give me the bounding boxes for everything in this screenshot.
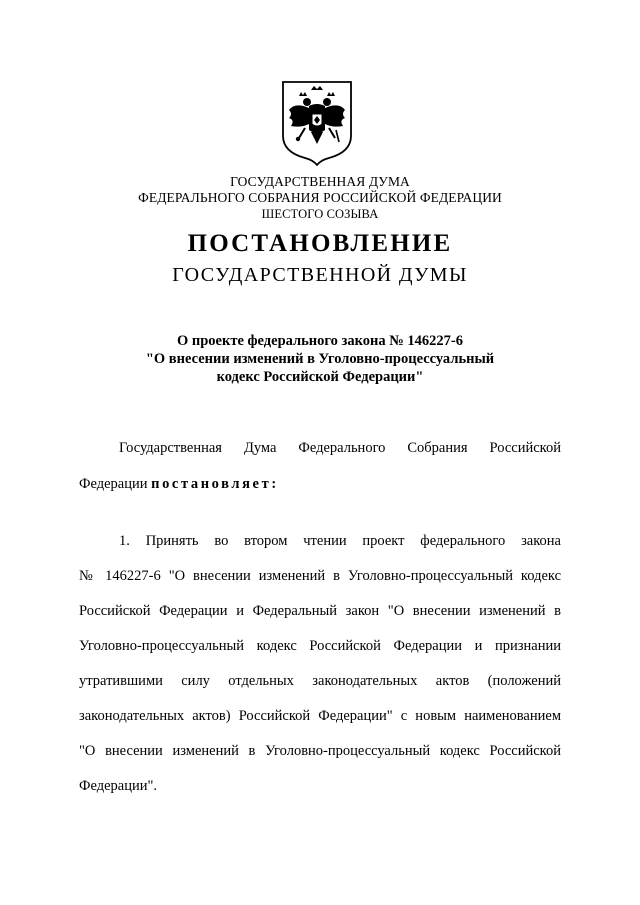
paragraph-line: "О внесении изменений в Уголовно-процессуальный кодекс Российской	[79, 743, 561, 759]
issuer-title: ГОСУДАРСТВЕННОЙ ДУМЫ	[172, 264, 468, 286]
paragraph-line: 1. Принять во втором чтении проект федерального закона	[119, 533, 561, 549]
document-type-title: ПОСТАНОВЛЕНИЕ	[187, 230, 453, 257]
paragraph-line: Уголовно-процессуальный кодекс Российской Федерации и признании	[79, 638, 561, 654]
preamble-line	[79, 474, 561, 494]
paragraph-line: утратившими силу отдельных законодательных актов (положений	[79, 673, 561, 689]
subject-line: "О внесении изменений в Уголовно-процессуальный	[145, 351, 495, 367]
paragraph-line: Российской Федерации и Федеральный закон "О внесении изменений в	[79, 603, 561, 619]
resolves-word: постановляет:	[151, 476, 279, 492]
subject-line: О проекте федерального закона № 146227-6	[176, 333, 464, 349]
preamble-text: Федерации	[79, 476, 152, 492]
coat-of-arms-icon	[279, 80, 355, 166]
paragraph-line: Федерации".	[79, 778, 158, 794]
convocation-line: ШЕСТОГО СОЗЫВА	[261, 207, 379, 221]
paragraph-line: № 146227-6 "О внесении изменений в Уголовно-процессуальный кодекс	[79, 568, 561, 584]
subject-line: кодекс Российской Федерации"	[216, 369, 424, 385]
preamble-line: Государственная Дума Федерального Собрания Российской	[119, 440, 561, 456]
org-name-line: ФЕДЕРАЛЬНОГО СОБРАНИЯ РОССИЙСКОЙ ФЕДЕРАЦИИ	[138, 190, 502, 205]
org-name-line: ГОСУДАРСТВЕННАЯ ДУМА	[230, 174, 410, 189]
paragraph-line: законодательных актов) Российской Федерации" с новым наименованием	[79, 708, 561, 724]
